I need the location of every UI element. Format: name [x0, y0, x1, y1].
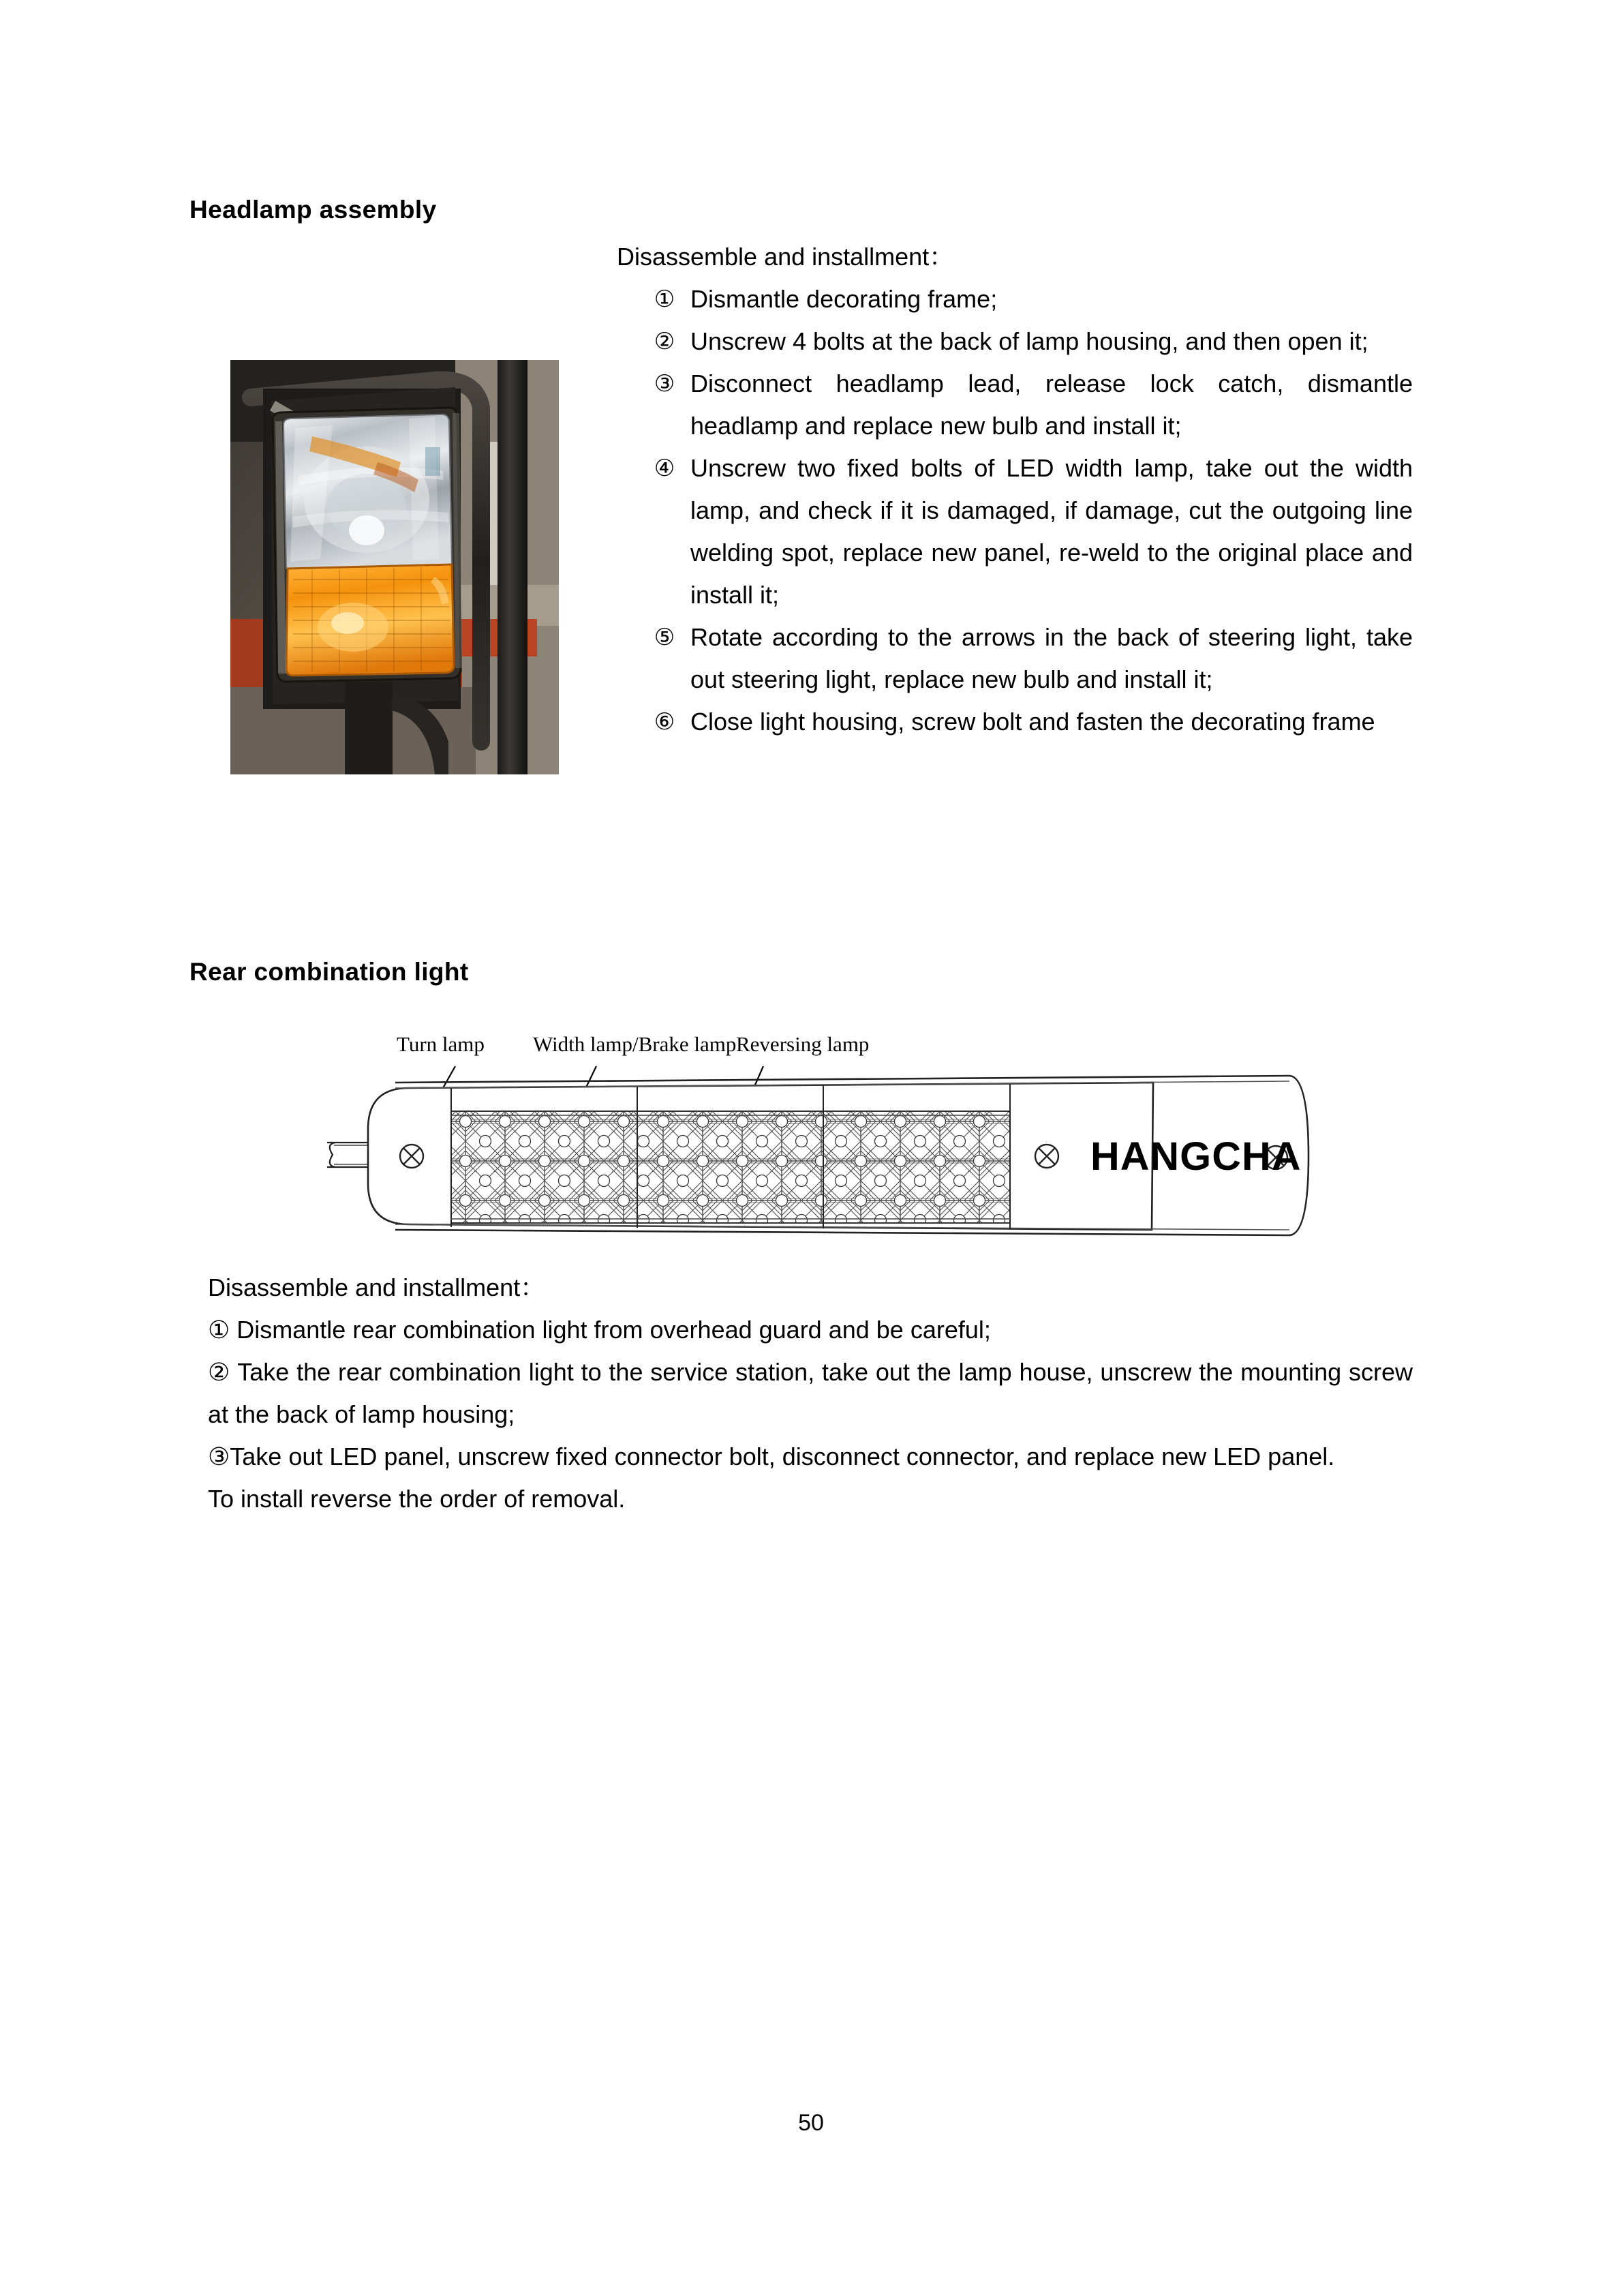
step-marker: ⑥ — [654, 709, 675, 735]
wire-harness-connector — [327, 1143, 368, 1167]
rear-lamp-technical-drawing — [327, 1023, 1315, 1268]
screw-icon — [1035, 1145, 1058, 1168]
headlamp-photo-graphic — [230, 360, 559, 774]
headlamp-step — [617, 320, 1413, 363]
rear-step-3-text: ③Take out LED panel, unscrew fixed connector bolt, disconnect connector, and replace new LED panel. — [208, 1442, 1335, 1470]
rear-instructions-lead: Disassemble and installment： — [208, 1273, 545, 1301]
headlamp-steps-list — [617, 278, 1413, 743]
headlamp-step — [617, 278, 1413, 320]
page-number: 50 — [798, 2110, 824, 2136]
headlamp-step — [617, 447, 1413, 616]
step-marker: ④ — [654, 455, 675, 481]
callout-label-reversing-lamp: Reversing lamp — [736, 1032, 870, 1056]
rear-step-2 — [208, 1351, 1413, 1436]
page-title-rear-combination-light: Rear combination light — [189, 958, 469, 986]
step-text: Unscrew two fixed bolts of LED width lamp, take out the width lamp, and check if it is damaged, if damage, cut the outgoing line welding spot, replace new panel, re-weld to the original place and install it; — [690, 454, 1413, 609]
step-text: Disconnect headlamp lead, release lock catch, dismantle headlamp and replace new bulb and install it; — [690, 369, 1413, 440]
step-marker: ③ — [654, 371, 675, 397]
headlamp-instructions-lead: Disassemble and installment： — [617, 243, 954, 271]
step-text: Dismantle decorating frame; — [690, 285, 998, 313]
screw-icon — [400, 1145, 423, 1168]
hangcha-brand-logo: HANGCHA — [1090, 1134, 1302, 1179]
rear-closing-line: To install reverse the order of removal. — [208, 1485, 626, 1513]
step-text: Close light housing, screw bolt and fasten the decorating frame — [690, 708, 1375, 736]
headlamp-step — [617, 616, 1413, 701]
callout-label-width-brake-lamp: Width lamp/Brake lamp — [533, 1032, 737, 1056]
rear-step-1 — [208, 1309, 1413, 1351]
headlamp-step — [617, 363, 1413, 447]
rear-step-1-text: ① Dismantle rear combination light from overhead guard and be careful; — [208, 1316, 991, 1344]
rear-step-3 — [208, 1436, 1413, 1478]
rear-light-instructions — [208, 1267, 1413, 1520]
headlamp-photo — [230, 360, 559, 774]
rear-step-2-text: ② Take the rear combination light to the service station, take out the lamp house, unscrew the mounting screw at the back of lamp housing; — [208, 1358, 1413, 1428]
rear-combination-light-diagram — [327, 1023, 1315, 1268]
callout-label-turn-lamp: Turn lamp — [397, 1032, 485, 1056]
step-text: Unscrew 4 bolts at the back of lamp housing, and then open it; — [690, 327, 1368, 355]
headlamp-step — [617, 701, 1413, 743]
step-text: Rotate according to the arrows in the back of steering light, take out steering light, replace new bulb and install it; — [690, 623, 1413, 693]
step-marker: ① — [654, 286, 675, 312]
headlamp-instructions — [617, 236, 1413, 743]
step-marker: ② — [654, 329, 675, 354]
page-title-headlamp-assembly: Headlamp assembly — [189, 196, 437, 224]
step-marker: ⑤ — [654, 624, 675, 650]
